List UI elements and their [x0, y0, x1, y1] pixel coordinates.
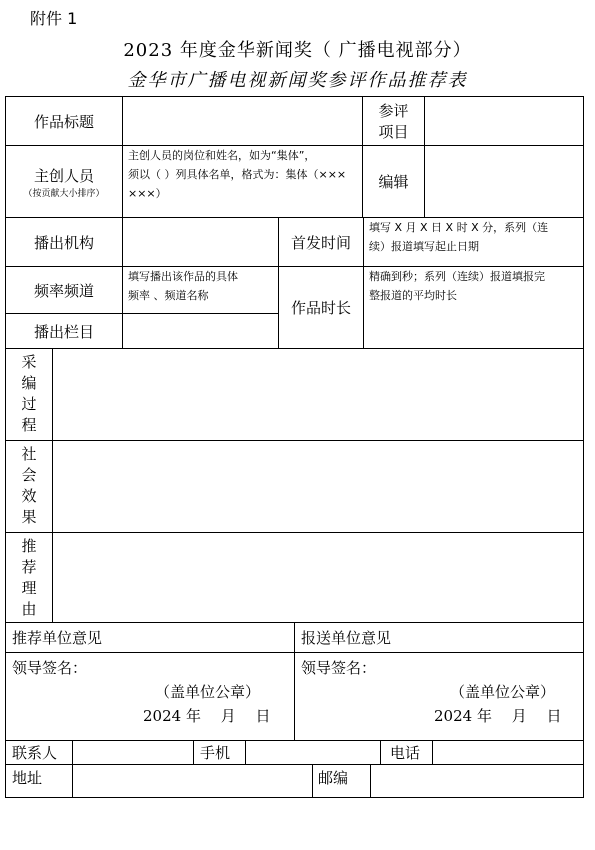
channel-field[interactable]: 填写播出该作品的具体 频率 、频道名称 — [128, 270, 238, 302]
process-label: 采 编 过 程 — [21, 353, 37, 434]
column-field[interactable] — [123, 314, 278, 348]
border-bottom — [5, 797, 584, 798]
process-field[interactable] — [53, 349, 583, 440]
phone-field[interactable] — [246, 741, 380, 764]
reason-label: 推 荐 理 由 — [21, 537, 37, 618]
work-title-field[interactable] — [123, 97, 362, 145]
postcode-label: 邮编 — [318, 768, 349, 787]
broadcaster-field[interactable] — [123, 218, 278, 266]
first-air-label: 首发时间 — [290, 233, 351, 252]
stamp-right: （盖单位公章） — [450, 683, 556, 701]
first-air-field[interactable]: 填写 X 月 X 日 X 时 X 分，系列（连 续）报道填写起止日期 — [369, 221, 549, 253]
rule — [363, 217, 364, 348]
phone-label: 手机 — [200, 744, 231, 762]
date-right[interactable]: 2024 年 月 日 — [434, 707, 562, 725]
duration-label: 作品时长 — [290, 299, 351, 317]
creator-label: 主创人员 （按贡献大小排序） — [23, 166, 105, 199]
channel-label: 频率频道 — [33, 281, 94, 300]
submit-unit-label: 报送单位意见 — [301, 629, 392, 647]
postcode-field[interactable] — [371, 765, 583, 797]
entry-item-field[interactable] — [425, 97, 583, 145]
contact-label: 联系人 — [12, 744, 58, 762]
rule — [294, 622, 295, 740]
stamp-left: （盖单位公章） — [155, 683, 261, 701]
rule — [380, 740, 381, 764]
border-right — [583, 96, 584, 798]
work-title-label: 作品标题 — [33, 112, 94, 131]
form-title: 金华市广播电视新闻奖参评作品推荐表 — [127, 70, 468, 91]
rule — [312, 764, 313, 797]
rule — [193, 740, 194, 764]
editor-field[interactable] — [425, 146, 583, 217]
creator-field[interactable]: 主创人员的岗位和姓名，如为“集体”， 须以（ ）列具体名单，格式为：集体（××× ×××） — [128, 149, 347, 200]
editor-label: 编辑 — [378, 173, 409, 191]
date-left[interactable]: 2024 年 月 日 — [143, 707, 271, 725]
attachment-label: 附件 1 — [30, 9, 78, 28]
effect-label: 社 会 效 果 — [21, 445, 37, 526]
reason-field[interactable] — [53, 533, 583, 622]
page-title: 2023 年度金华新闻奖（ 广播电视部分） — [123, 40, 472, 61]
leader-sign-right[interactable]: 领导签名： — [301, 658, 377, 677]
column-label: 播出栏目 — [33, 322, 94, 341]
entry-item-label: 参评 项目 — [378, 102, 409, 141]
effect-field[interactable] — [53, 441, 583, 532]
address-field[interactable] — [73, 765, 312, 797]
tel-field[interactable] — [433, 741, 583, 764]
creator-sub-label: （按贡献大小排序） — [23, 188, 105, 199]
recommend-unit-label: 推荐单位意见 — [12, 629, 103, 647]
duration-field[interactable]: 精确到秒；系列（连续）报道填报完 整报道的平均时长 — [369, 270, 545, 302]
tel-label: 电话 — [390, 744, 421, 762]
contact-field[interactable] — [73, 741, 193, 764]
broadcaster-label: 播出机构 — [33, 233, 94, 252]
leader-sign-left[interactable]: 领导签名： — [12, 658, 88, 677]
address-label: 地址 — [12, 768, 43, 787]
